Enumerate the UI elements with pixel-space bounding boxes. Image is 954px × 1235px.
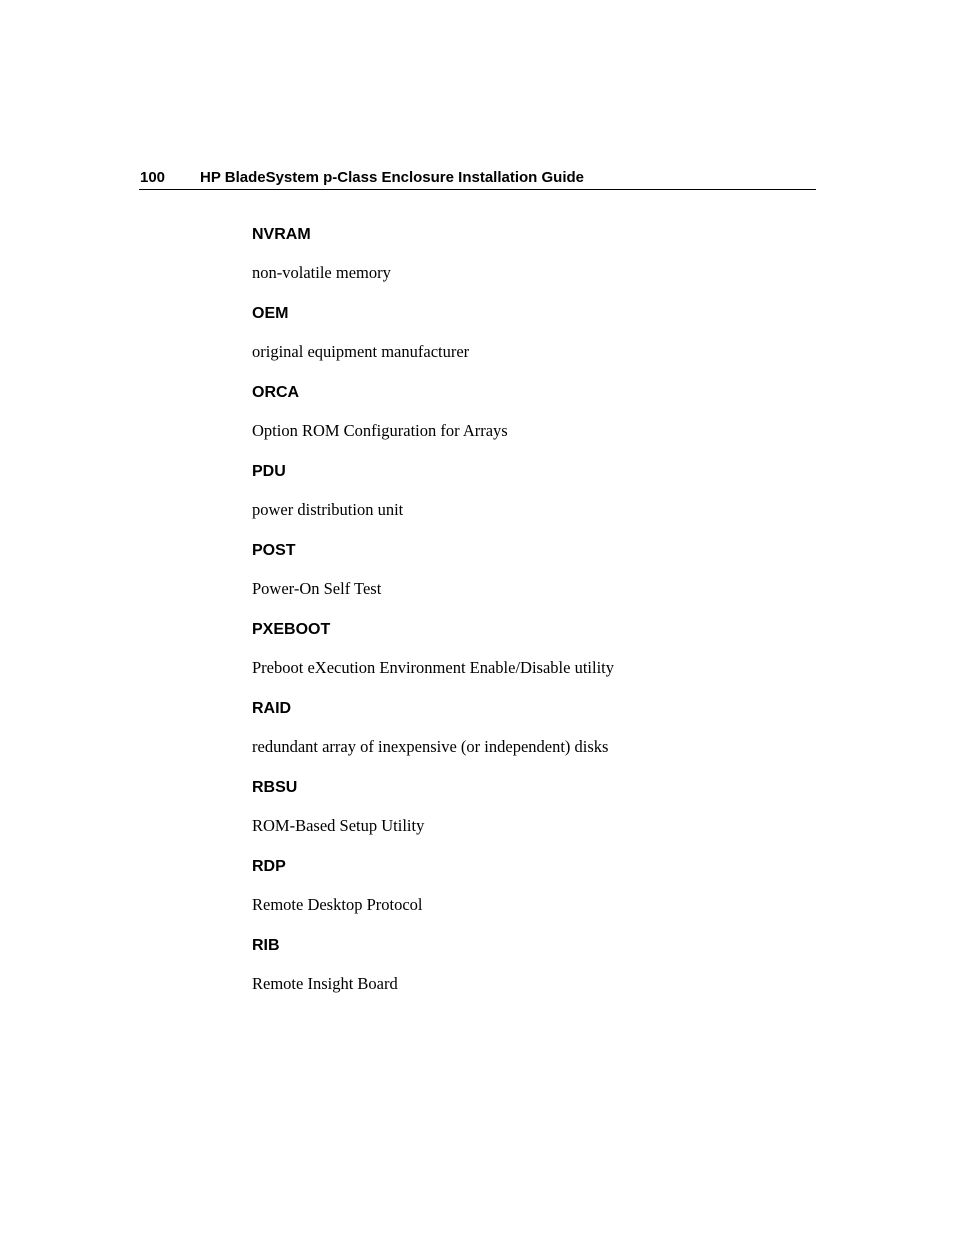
glossary-definition: redundant array of inexpensive (or independent) disks [252,737,609,756]
page-header [139,168,816,190]
glossary-entry [252,303,812,382]
page-number: 100 [140,169,166,186]
glossary-entry [252,619,812,698]
glossary-term: POST [252,542,296,559]
glossary-entry [252,461,812,540]
glossary-entry [252,382,812,461]
glossary-term: PDU [252,463,286,480]
glossary-entry [252,935,812,1014]
glossary-list [252,224,812,1014]
glossary-definition: Option ROM Configuration for Arrays [252,421,508,440]
glossary-entry [252,856,812,935]
glossary-definition: original equipment manufacturer [252,342,470,361]
glossary-definition: non-volatile memory [252,263,391,282]
glossary-definition: Preboot eXecution Environment Enable/Disable utility [252,658,615,677]
glossary-term: RAID [252,700,292,717]
glossary-definition: Remote Desktop Protocol [252,895,423,914]
glossary-term: PXEBOOT [252,621,331,638]
glossary-term: RBSU [252,779,298,796]
glossary-entry [252,777,812,856]
glossary-term: RIB [252,937,280,954]
glossary-entry [252,540,812,619]
glossary-term: ORCA [252,384,300,401]
glossary-entry [252,698,812,777]
glossary-term: NVRAM [252,226,311,243]
glossary-term: RDP [252,858,286,875]
glossary-definition: Remote Insight Board [252,974,398,993]
glossary-term: OEM [252,305,289,322]
document-title: HP BladeSystem p-Class Enclosure Installation Guide [200,169,585,186]
glossary-definition: power distribution unit [252,500,404,519]
glossary-entry [252,224,812,303]
glossary-definition: Power-On Self Test [252,579,382,598]
glossary-definition: ROM-Based Setup Utility [252,816,425,835]
